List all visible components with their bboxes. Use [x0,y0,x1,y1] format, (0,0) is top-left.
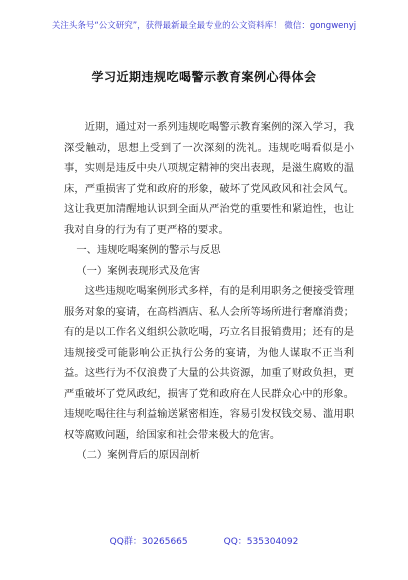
document-title: 学习近期违规吃喝警示教育案例心得体会 [91,70,317,84]
document-body [64,117,354,466]
qq-number-label: QQ：535304092 [223,537,299,547]
section-heading: 一、违规吃喝案例的警示与反思 [76,244,221,256]
intro-paragraph: 近期，通过对一系列违规吃喝警示教育案例的深入学习，我深受触动，思想上受到了一次深刻的洗礼。违规吃喝看似是小事，实则是违反中央八项规定精神的突出表现，是滋生腐败的温床，严重损害了党和政府的形象，破坏了党风政风和社会风气。这让我更加清醒地认识到全面从严治党的重要性和紧迫性，也让我对自身的行为有了更严格的要求。 [64,121,354,236]
subsection-heading: （一）案例表现形式及危害 [76,264,200,277]
case-paragraph: 这些违规吃喝案例形式多样，有的是利用职务之便接受管理服务对象的宴请，在高档酒店、私人会所等场所进行奢靡消费；有的是以工作名义组织公款吃喝，巧立名目报销费用；还有的是违规接受可能影响公正执行公务的宴请，为他人谋取不正当利益。这些行为不仅浪费了大量的公共资源，加重了财政负担，更严重破坏了党风政纪，损害了党和政府在人民群众心中的形象。违规吃喝往往与利益输送紧密相连，容易引发权钱交易、滥用职权等腐败问题，给国家和社会带来极大的危害。 [64,285,354,441]
footer-contact [0,534,408,547]
subsection-heading-2: （二）案例背后的原因剖析 [76,449,200,461]
qq-group-label: QQ群：30265665 [109,537,188,547]
header-note: 关注头条号“公文研究”，获得最新最全最专业的公文资料库！ 微信：gongwenyj [51,21,357,31]
